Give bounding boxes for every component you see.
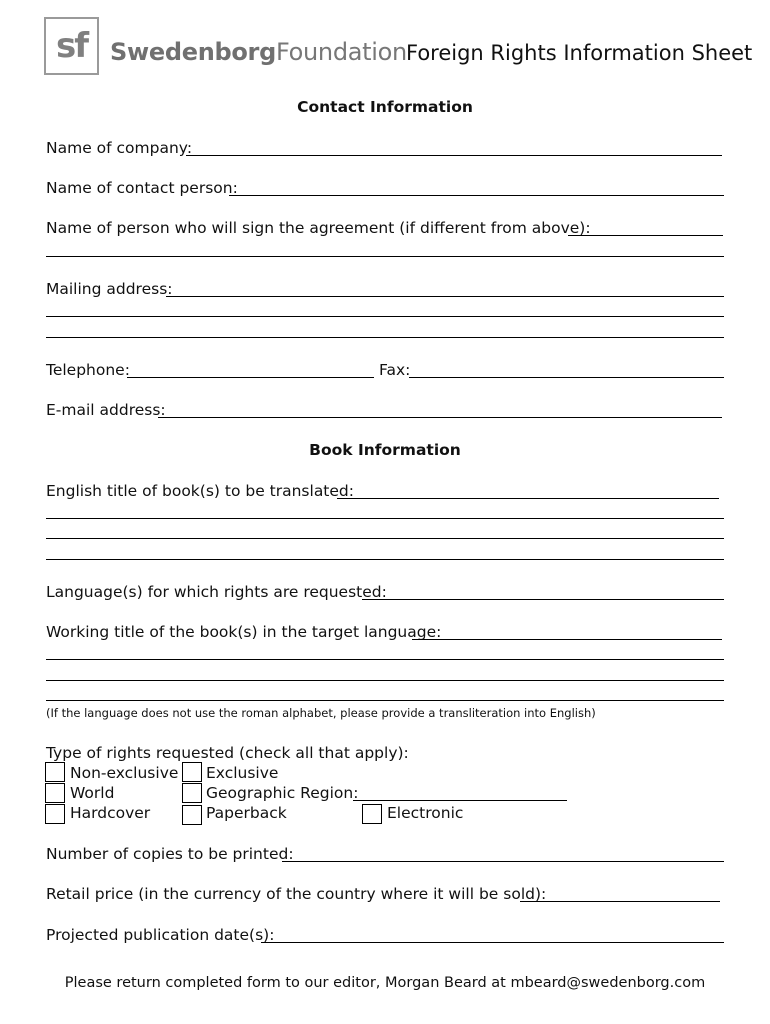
sheet-title: Foreign Rights Information Sheet [406, 41, 753, 65]
fax-label: Fax: [379, 361, 411, 379]
electronic-label: Electronic [387, 804, 464, 822]
logo-wordmark [110, 38, 407, 66]
hardcover-label: Hardcover [70, 804, 151, 822]
geographic-region-field[interactable] [353, 800, 567, 801]
english-title-field-line-4[interactable] [46, 559, 724, 560]
working-title-field[interactable] [412, 639, 722, 640]
contact-person-label: Name of contact person: [46, 179, 238, 197]
pubdate-label: Projected publication date(s): [46, 926, 275, 944]
price-label: Retail price (in the currency of the country where it will be sold): [46, 885, 547, 903]
transliteration-note: (If the language does not use the roman alphabet, please provide a transliteration into English) [46, 706, 596, 720]
paperback-checkbox[interactable] [182, 805, 202, 825]
company-field[interactable] [186, 155, 722, 156]
telephone-label: Telephone: [46, 361, 130, 379]
languages-field[interactable] [362, 599, 724, 600]
exclusive-label: Exclusive [206, 764, 279, 782]
world-label: World [70, 784, 115, 802]
signer-field-line-2[interactable] [46, 256, 724, 257]
english-title-field[interactable] [337, 498, 719, 499]
working-title-field-line-3[interactable] [46, 680, 724, 681]
english-title-field-line-2[interactable] [46, 518, 724, 519]
logo-box [44, 17, 99, 75]
copies-field[interactable] [282, 861, 724, 862]
book-section-title: Book Information [309, 441, 461, 459]
copies-label: Number of copies to be printed: [46, 845, 294, 863]
pubdate-field[interactable] [261, 942, 724, 943]
contact-person-field[interactable] [229, 195, 724, 196]
company-label: Name of company: [46, 139, 193, 157]
non-exclusive-checkbox[interactable] [45, 762, 65, 782]
signer-field[interactable] [568, 235, 723, 236]
working-title-field-line-2[interactable] [46, 659, 724, 660]
non-exclusive-label: Non-exclusive [70, 764, 179, 782]
working-title-label: Working title of the book(s) in the target language: [46, 623, 442, 641]
geographic-label: Geographic Region: [206, 784, 359, 802]
email-label: E-mail address: [46, 401, 166, 419]
rights-label: Type of rights requested (check all that apply): [46, 744, 409, 762]
contact-section-title: Contact Information [297, 98, 473, 116]
mailing-field[interactable] [166, 296, 724, 297]
logo-regular: Foundation [275, 38, 407, 66]
hardcover-checkbox[interactable] [45, 804, 65, 824]
fax-field[interactable] [409, 377, 724, 378]
paperback-label: Paperback [206, 804, 287, 822]
exclusive-checkbox[interactable] [182, 762, 202, 782]
world-checkbox[interactable] [45, 783, 65, 803]
working-title-field-line-4[interactable] [46, 700, 724, 701]
signer-label: Name of person who will sign the agreement (if different from above): [46, 219, 591, 237]
english-title-label: English title of book(s) to be translated: [46, 482, 354, 500]
mailing-label: Mailing address: [46, 280, 173, 298]
logo-bold: Swedenborg [110, 38, 276, 66]
price-field[interactable] [520, 901, 720, 902]
electronic-checkbox[interactable] [362, 804, 382, 824]
telephone-field[interactable] [127, 377, 374, 378]
mailing-field-line-3[interactable] [46, 337, 724, 338]
english-title-field-line-3[interactable] [46, 538, 724, 539]
email-field[interactable] [158, 417, 722, 418]
footer-note: Please return completed form to our editor, Morgan Beard at mbeard@swedenborg.com [64, 975, 706, 991]
geographic-checkbox[interactable] [182, 783, 202, 803]
logo-mark: sf [55, 26, 88, 66]
mailing-field-line-2[interactable] [46, 316, 724, 317]
languages-label: Language(s) for which rights are requested: [46, 583, 387, 601]
